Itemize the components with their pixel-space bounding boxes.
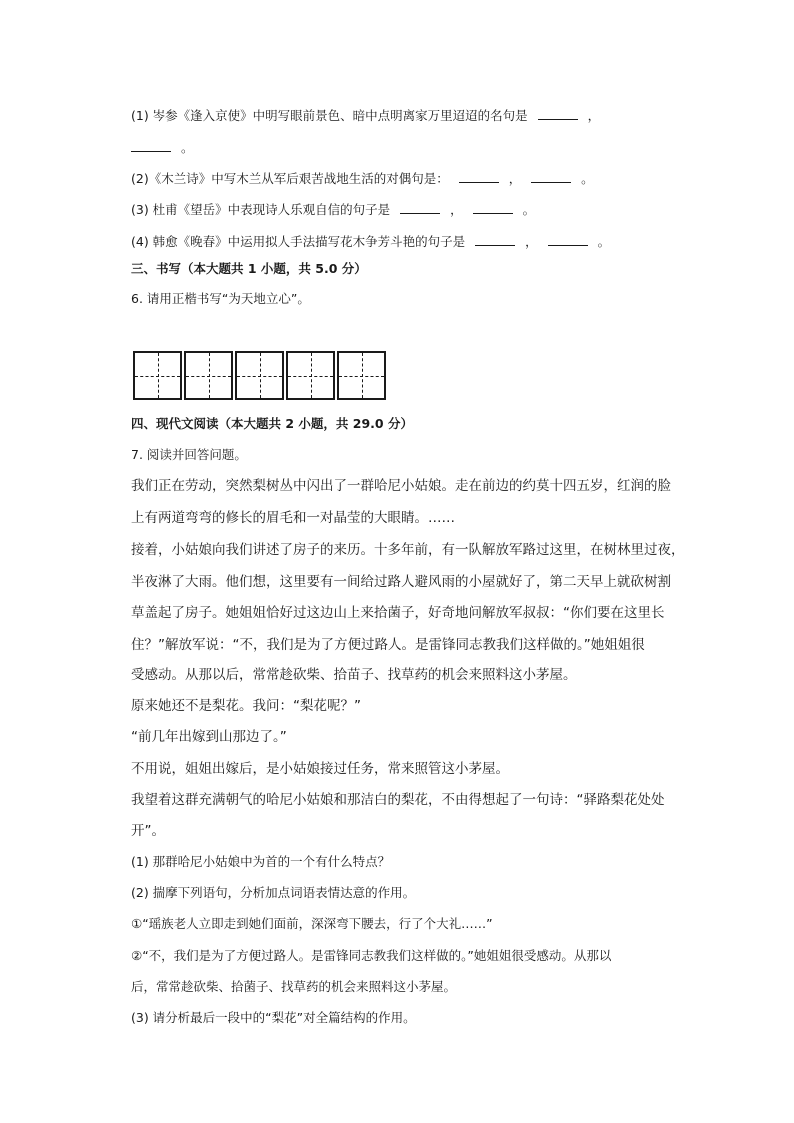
passage-line: 上有两道弯弯的修长的眉毛和一对晶莹的大眼睛。…… bbox=[131, 510, 455, 526]
punctuation: ， bbox=[450, 202, 463, 217]
passage-line: “前几年出嫁到山那边了。” bbox=[131, 729, 287, 745]
answer-blank[interactable] bbox=[459, 170, 499, 183]
punctuation: 。 bbox=[597, 234, 611, 249]
writing-cell[interactable] bbox=[337, 351, 386, 400]
punctuation: ， bbox=[587, 108, 601, 123]
sub-question: ①“瑶族老人立即走到她们面前，深深弯下腰去，行了个大礼……” bbox=[131, 916, 493, 931]
writing-grid bbox=[133, 351, 386, 400]
sub-question: (2) 揣摩下列语句，分析加点词语表情达意的作用。 bbox=[131, 885, 416, 900]
question-3-text: (3) 杜甫《望岳》中表现诗人乐观自信的句子是 bbox=[131, 202, 391, 217]
sub-question: ②“不，我们是为了方便过路人。是雷锋同志教我们这样做的。”她姐姐很受感动。从那以 bbox=[131, 948, 612, 963]
writing-cell[interactable] bbox=[235, 351, 284, 400]
section-three-heading: 三、书写（本大题共 1 小题，共 5.0 分） bbox=[131, 261, 367, 276]
question-1-text: (1) 岑参《逢入京使》中明写眼前景色、暗中点明离家万里迢迢的名句是 bbox=[131, 108, 528, 123]
punctuation: 。 bbox=[581, 171, 594, 186]
question-3-line bbox=[131, 201, 535, 217]
passage-line: 我们正在劳动，突然梨树丛中闪出了一群哈尼小姑娘。走在前边的约莫十四五岁，红润的脸 bbox=[131, 478, 671, 494]
question-2-text: (2)《木兰诗》中写木兰从军后艰苦战地生活的对偶句是： bbox=[131, 171, 449, 186]
passage-line: 我望着这群充满朝气的哈尼小姑娘和那洁白的梨花，不由得想起了一句诗：“驿路梨花处处 bbox=[131, 792, 665, 808]
writing-cell[interactable] bbox=[184, 351, 233, 400]
passage-line: 接着，小姑娘向我们讲述了房子的来历。十多年前，有一队解放军路过这里，在树林里过夜， bbox=[131, 542, 685, 558]
passage-line: 开”。 bbox=[131, 823, 165, 839]
passage-line: 原来她还不是梨花。我问：“梨花呢？” bbox=[131, 698, 361, 714]
question-1-line bbox=[131, 107, 600, 123]
sub-question: 后，常常趁砍柴、拾菌子、找草药的机会来照料这小茅屋。 bbox=[131, 979, 457, 994]
answer-blank[interactable] bbox=[400, 201, 440, 214]
answer-blank[interactable] bbox=[131, 139, 171, 152]
question-4-text: (4) 韩愈《晚春》中运用拟人手法描写花木争芳斗艳的句子是 bbox=[131, 234, 466, 249]
passage-line: 半夜淋了大雨。他们想，这里要有一间给过路人避风雨的小屋就好了，第二天早上就砍树割 bbox=[131, 574, 671, 590]
writing-cell[interactable] bbox=[286, 351, 335, 400]
punctuation: 。 bbox=[522, 202, 536, 217]
answer-blank[interactable] bbox=[548, 233, 588, 246]
answer-blank[interactable] bbox=[473, 201, 513, 214]
passage-line: 草盖起了房子。她姐姐恰好过这边山上来拾菌子，好奇地问解放军叔叔：“你们要在这里长 bbox=[131, 605, 665, 621]
question-4-line bbox=[131, 233, 610, 249]
question-6: 6. 请用正楷书写“为天地立心”。 bbox=[131, 291, 310, 306]
passage-line: 住？”解放军说：“不，我们是为了方便过路人。是雷锋同志教我们这样做的。”她姐姐很 bbox=[131, 637, 645, 653]
section-four-heading: 四、现代文阅读（本大题共 2 小题，共 29.0 分） bbox=[131, 416, 413, 431]
question-7: 7. 阅读并回答问题。 bbox=[131, 447, 247, 462]
sub-question: (1) 那群哈尼小姑娘中为首的一个有什么特点？ bbox=[131, 854, 391, 869]
punctuation: ， bbox=[525, 234, 538, 249]
punctuation: 。 bbox=[180, 140, 194, 155]
sub-question: (3) 请分析最后一段中的“梨花”对全篇结构的作用。 bbox=[131, 1010, 416, 1025]
writing-cell[interactable] bbox=[133, 351, 182, 400]
answer-blank[interactable] bbox=[531, 170, 571, 183]
answer-blank[interactable] bbox=[475, 233, 515, 246]
question-2-line bbox=[131, 170, 594, 186]
question-1-line-2 bbox=[131, 139, 194, 155]
punctuation: ， bbox=[508, 171, 522, 186]
passage-line: 不用说，姐姐出嫁后，是小姑娘接过任务，常来照管这小茅屋。 bbox=[131, 761, 509, 777]
answer-blank[interactable] bbox=[538, 107, 578, 120]
passage-line: 受感动。从那以后，常常趁砍柴、拾苗子、找草药的机会来照料这小茅屋。 bbox=[131, 667, 577, 683]
